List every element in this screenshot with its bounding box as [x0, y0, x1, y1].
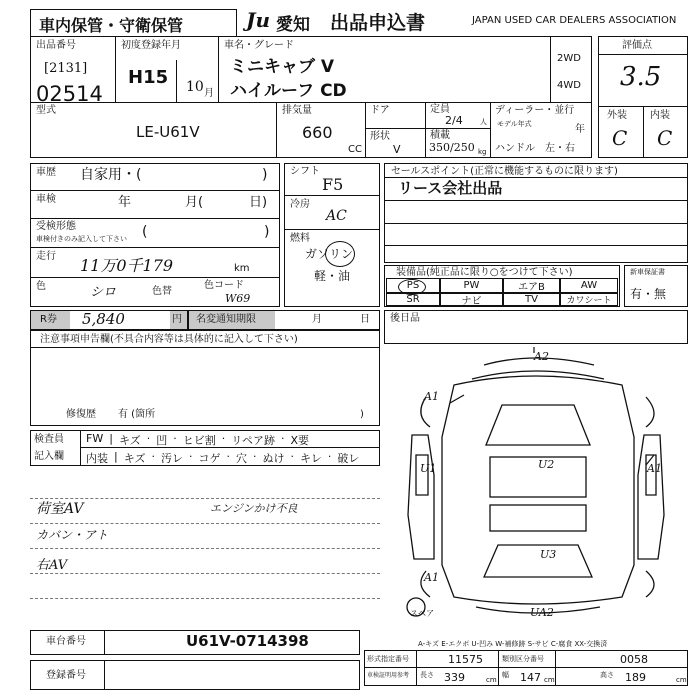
repair-history-label: 修復歴: [66, 409, 96, 420]
shift-label: シフト: [290, 166, 320, 177]
warranty-options: 有・無: [630, 287, 667, 301]
inspection-label: 車検: [36, 194, 56, 205]
inspection-month: 月(: [185, 195, 204, 210]
recycle-value: 5,840: [82, 310, 125, 328]
registration-year: H15: [128, 67, 169, 88]
load-unit: kg: [478, 148, 487, 156]
inspection-year: 年: [118, 195, 132, 210]
displacement-unit: CC: [348, 144, 362, 155]
equip-airbag: エアB: [503, 278, 560, 293]
storage-title-box: [30, 9, 237, 37]
registration-label: 初度登録年月: [121, 40, 181, 51]
type-designation-label: 形式指定番号: [367, 655, 409, 663]
color-value: シロ: [90, 285, 117, 300]
remark-3: カバン・アト: [36, 528, 109, 542]
mark-left-front: A1: [424, 390, 439, 403]
width-unit: cm: [544, 676, 555, 684]
category-value: 0058: [620, 653, 648, 666]
equip-leather: カワシート: [560, 293, 618, 306]
logo-region: 愛知: [276, 15, 310, 35]
paint-code-label: 色コード: [204, 280, 244, 291]
mark-top: A2: [534, 350, 549, 363]
ac-label: 冷房: [290, 199, 310, 210]
selling-point-label: セールスポイント(正常に機能するものに限ります): [391, 166, 618, 177]
association-name: JAPAN USED CAR DEALERS ASSOCIATION: [472, 15, 677, 26]
recycle-unit: 円: [172, 314, 182, 325]
selling-point-value: リース会社出品: [398, 179, 503, 197]
remark-2: エンジンかけ不良: [210, 502, 298, 515]
warranty-label: 新車保証書: [630, 268, 665, 276]
handle-label: ハンドル: [495, 143, 535, 154]
shape-label: 形状: [370, 131, 390, 142]
history-close: ): [262, 167, 268, 183]
equip-sr: SR: [386, 293, 440, 306]
color-label: 色: [36, 281, 46, 292]
mileage-label: 走行: [36, 251, 56, 262]
selling-point-box: [384, 163, 688, 263]
equip-navi: ナビ: [440, 293, 503, 306]
mark-rear: UA2: [530, 606, 554, 619]
exterior-grade: C: [612, 126, 628, 150]
shape-value: V: [393, 143, 401, 156]
name-change-month: 月: [312, 314, 322, 325]
name-change-day: 日: [360, 314, 370, 325]
notes-label: 注意事項申告欄(不具合内容等は具体的に記入して下さい): [40, 334, 298, 345]
mileage-unit: km: [234, 263, 250, 274]
registration-month: 10: [186, 79, 204, 95]
consignment-label: 受検形態: [36, 221, 76, 232]
paint-code: W69: [225, 292, 251, 305]
listing-number-label: 出品番号: [36, 40, 76, 51]
consignment-note: 車検付きのみ記入して下さい: [36, 235, 127, 243]
mileage-value: 11万0千179: [80, 256, 174, 275]
consignment-close: ): [264, 224, 270, 240]
lot-code: [2131]: [44, 61, 88, 76]
repair-history-close: ): [360, 409, 364, 420]
history-label: 車歴: [36, 167, 56, 178]
equip-ps: PS: [386, 278, 440, 293]
length-label: 長さ: [420, 671, 434, 679]
repair-history-value: 有 (箇所: [118, 409, 156, 420]
fw-row: FW | キズ · 凹 · ヒビ割 · リペア跡 · X要: [86, 432, 310, 447]
checker-label: 検査員: [34, 434, 64, 445]
chassis-label: 車台番号: [46, 636, 86, 647]
fuel-options: ガソリン: [305, 247, 354, 261]
model-year-label: モデル年式: [497, 120, 532, 128]
type-value: LE-U61V: [136, 123, 200, 141]
4wd-label: 4WD: [557, 80, 581, 91]
mark-center-roof: U2: [538, 458, 555, 471]
remark-4: 右AV: [36, 558, 68, 573]
capacity-value: 2/4: [445, 114, 463, 127]
cert-label: 車検証明用参考: [367, 672, 410, 679]
length-unit: cm: [486, 676, 497, 684]
length-value: 339: [444, 671, 465, 684]
category-label: 類別区分番号: [502, 655, 544, 663]
name-change-label: 名変通知期限: [196, 314, 256, 325]
year-unit: 年: [575, 124, 585, 135]
later-items-box: [384, 310, 688, 344]
later-items-label: 後日品: [390, 313, 420, 324]
interior-grade: C: [657, 126, 673, 150]
load-value: 350/250: [429, 141, 475, 154]
mark-rear-left: A1: [424, 571, 439, 584]
displacement-value: 660: [302, 123, 333, 142]
equipment-label: 装備品(純正品に限り○をつけて下さい): [396, 267, 573, 278]
ju-logo: Ju: [246, 8, 271, 32]
fuel-diesel: 軽・油: [314, 269, 351, 283]
score-label: 評価点: [622, 40, 652, 51]
equip-pw: PW: [440, 278, 503, 293]
type-designation-value: 11575: [448, 653, 483, 666]
doors-label: ドア: [370, 105, 390, 116]
interior-row: 内装 | キズ · 汚レ · コゲ · 穴 · ぬけ · キレ · 破レ: [86, 450, 360, 465]
height-label: 高さ: [600, 671, 614, 679]
equip-tv: TV: [503, 293, 560, 306]
fuel-label: 燃料: [290, 233, 310, 244]
mark-right-side: A1: [647, 462, 662, 475]
width-value: 147: [520, 671, 541, 684]
height-value: 189: [625, 671, 646, 684]
dealer-label: ディーラー・並行: [495, 105, 575, 116]
plate-label: 登録番号: [46, 670, 86, 681]
width-label: 幅: [502, 671, 509, 679]
load-label: 積載: [430, 130, 450, 141]
chassis-number: U61V-0714398: [186, 632, 309, 650]
mark-rear-roof: U3: [540, 548, 557, 561]
displacement-label: 排気量: [282, 105, 312, 116]
history-value: 自家用・(: [80, 167, 142, 183]
score-value: 3.5: [620, 62, 662, 92]
type-label: 型式: [36, 105, 56, 116]
interior-label: 内装: [650, 110, 670, 121]
capacity-label: 定員: [430, 104, 450, 115]
spare-label: スペア: [410, 609, 434, 618]
handle-options: 左・右: [545, 143, 575, 154]
exterior-label: 外装: [607, 110, 627, 121]
2wd-label: 2WD: [557, 53, 581, 64]
mark-left-side: U1: [420, 462, 437, 475]
form-title: 出品申込書: [330, 12, 426, 34]
entry-label: 記入欄: [34, 451, 64, 462]
height-unit: cm: [676, 676, 687, 684]
model-label: 車名・グレード: [224, 40, 294, 51]
fuel-selection-circle: [325, 241, 355, 267]
consignment-open: (: [142, 224, 148, 240]
registration-month-unit: 月: [204, 88, 214, 99]
ps-circle: [398, 279, 426, 295]
storage-title: 車内保管・守衛保管: [39, 16, 184, 35]
model-line2: ハイルーフ CD: [230, 81, 347, 101]
ac-value: AC: [326, 208, 347, 224]
model-line1: ミニキャブ V: [230, 57, 335, 77]
color-change-label: 色替: [152, 286, 172, 297]
inspection-day: 日): [249, 195, 268, 210]
remark-1: 荷室AV: [36, 501, 84, 517]
capacity-unit: 人: [480, 118, 487, 126]
equip-aw: AW: [560, 278, 618, 293]
listing-number: 02514: [36, 82, 103, 106]
recycle-label: R券: [40, 314, 57, 325]
damage-legend: A-キズ E-エクボ U-凹み W-補修跡 S-サビ C-腐食 XX-交換済: [418, 640, 608, 648]
shift-value: F5: [322, 175, 344, 194]
